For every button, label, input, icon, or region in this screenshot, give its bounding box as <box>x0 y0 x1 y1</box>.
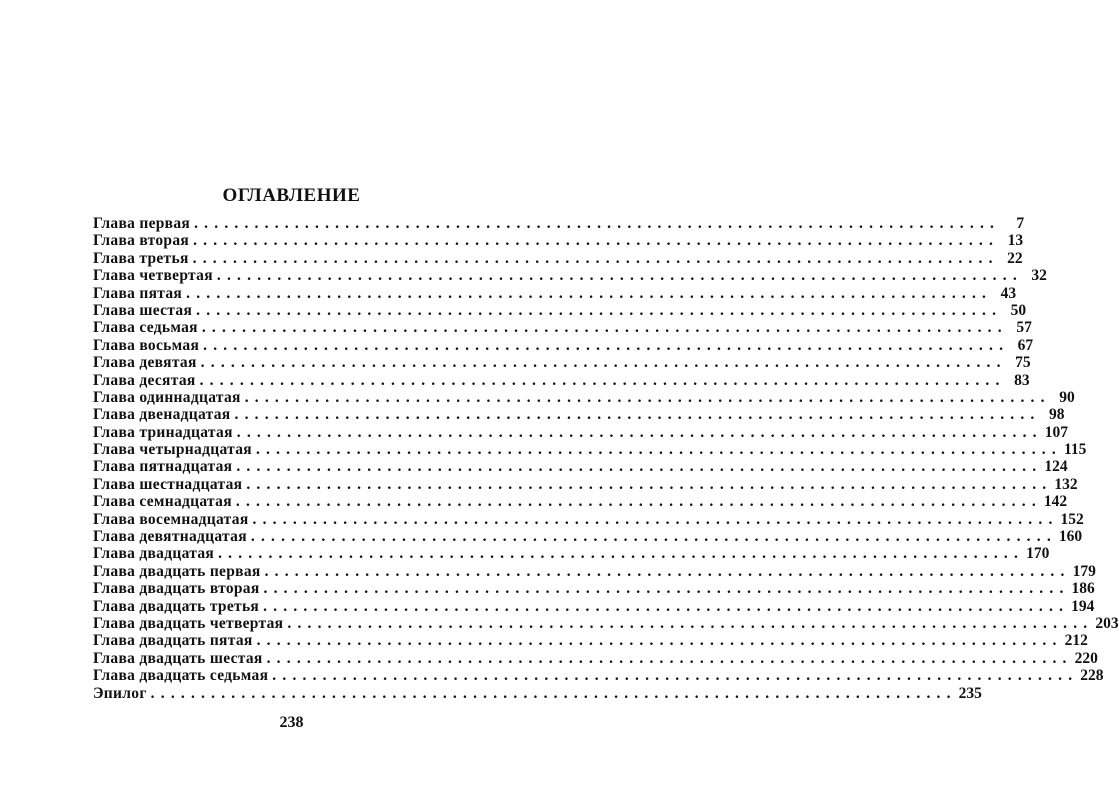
dot-leader: ................................................................................ <box>263 580 1070 598</box>
toc-entry-title: Глава седьмая <box>93 319 198 337</box>
toc-entry-page: 228 <box>1080 667 1104 685</box>
toc-entry <box>93 284 1017 302</box>
toc-entry-page: 13 <box>1007 232 1024 250</box>
toc-entry-title: Глава восьмая <box>93 336 200 354</box>
toc-entry-page: 90 <box>1059 388 1075 406</box>
dot-leader: ................................................................................ <box>287 614 1094 632</box>
page-number: 238 <box>279 714 304 731</box>
dot-leader: ................................................................................ <box>193 232 1000 250</box>
dot-leader: ................................................................................ <box>244 388 1051 406</box>
toc-entry-page: 98 <box>1049 406 1065 424</box>
dot-leader: ................................................................................ <box>246 475 1053 493</box>
toc-entry-title: Глава девятнадцатая <box>93 528 247 546</box>
dot-leader: ................................................................................ <box>201 319 1008 337</box>
dot-leader: ................................................................................ <box>186 284 993 302</box>
toc-entry-title: Глава шестнадцатая <box>93 475 243 493</box>
toc-entry-page: 152 <box>1060 510 1084 528</box>
toc-entry-title: Глава одиннадцатая <box>93 388 241 406</box>
toc-entry-page: 115 <box>1063 441 1087 459</box>
toc-entry <box>93 684 982 702</box>
dot-leader: ................................................................................ <box>252 510 1059 528</box>
dot-leader: ................................................................................ <box>216 267 1023 285</box>
toc-entry <box>93 406 1065 424</box>
toc-entry-page: 57 <box>1016 319 1032 337</box>
toc-entry-page: 220 <box>1074 649 1098 667</box>
toc-entry <box>93 423 1068 441</box>
toc-entry <box>93 249 1023 267</box>
dot-leader: ................................................................................ <box>203 336 1010 354</box>
toc-entry-title: Глава двадцатая <box>93 545 215 563</box>
toc-entry-page: 50 <box>1010 301 1027 319</box>
toc-entry <box>93 267 1047 285</box>
dot-leader: ................................................................................ <box>255 441 1062 459</box>
toc-entry-title: Глава двенадцатая <box>93 406 231 424</box>
toc-entry-page: 194 <box>1071 597 1095 615</box>
toc-entry <box>93 632 1088 650</box>
toc-entry-title: Глава четырнадцатая <box>93 441 252 459</box>
toc-entry-title: Глава четвертая <box>93 267 213 285</box>
dot-leader: ................................................................................ <box>272 667 1079 685</box>
dot-leader: ................................................................................ <box>236 458 1043 476</box>
toc-entry <box>93 562 1096 580</box>
toc-entry-page: 43 <box>1000 284 1017 302</box>
toc-entry <box>93 493 1068 511</box>
toc-entry-page: 75 <box>1015 354 1031 372</box>
toc-entry-title: Глава десятая <box>93 371 196 389</box>
toc-entry-title: Глава восемнадцатая <box>93 510 249 528</box>
toc-entry <box>93 232 1024 250</box>
dot-leader: ................................................................................ <box>266 649 1073 667</box>
toc-entry <box>93 301 1027 319</box>
toc-entry <box>93 441 1087 459</box>
toc-entry-title: Эпилог <box>93 684 147 702</box>
toc-entry-title: Глава тринадцатая <box>93 423 233 441</box>
page-title: ОГЛАВЛЕНИЕ <box>222 185 361 206</box>
dot-leader: ................................................................................ <box>192 249 999 267</box>
dot-leader: ................................................................................ <box>194 215 1001 232</box>
toc-entry-page: 142 <box>1043 493 1068 511</box>
dot-leader: ................................................................................ <box>218 545 1025 563</box>
toc-entry <box>93 614 1119 632</box>
toc-entry-page: 212 <box>1064 632 1088 650</box>
toc-entry-title: Глава двадцать пятая <box>93 632 253 650</box>
toc-entry-page: 107 <box>1044 423 1068 441</box>
toc-entry-title: Глава шестая <box>93 301 193 319</box>
toc-entry-title: Глава пятнадцатая <box>93 458 233 476</box>
toc-entry-title: Глава двадцать шестая <box>93 649 263 667</box>
toc-entry <box>93 336 1034 354</box>
toc-entry <box>93 597 1095 615</box>
dot-leader: ................................................................................ <box>234 406 1041 424</box>
toc-entry-title: Глава первая <box>93 215 191 232</box>
table-of-contents <box>93 215 1119 702</box>
toc-entry-title: Глава пятая <box>93 284 183 302</box>
toc-entry <box>93 354 1031 372</box>
toc-entry-title: Глава третья <box>93 249 189 267</box>
toc-entry <box>93 510 1084 528</box>
toc-entry <box>93 667 1104 685</box>
toc-entry-title: Глава девятая <box>93 354 197 372</box>
toc-entry-page: 160 <box>1058 528 1083 546</box>
toc-entry-title: Глава двадцать вторая <box>93 580 260 598</box>
toc-entry-page: 67 <box>1017 336 1034 354</box>
toc-entry-page: 235 <box>958 684 982 702</box>
toc-entry <box>93 475 1078 493</box>
dot-leader: ................................................................................ <box>250 528 1057 546</box>
dot-leader: ................................................................................ <box>235 493 1042 511</box>
toc-entry <box>93 580 1095 598</box>
toc-entry <box>93 388 1075 406</box>
toc-entry-page: 32 <box>1031 267 1047 285</box>
toc-entry <box>93 319 1032 337</box>
toc-entry <box>93 545 1050 563</box>
dot-leader: ................................................................................ <box>150 684 957 702</box>
toc-entry <box>93 215 1025 232</box>
toc-entry <box>93 371 1030 389</box>
toc-entry-page: 179 <box>1072 562 1096 580</box>
dot-leader: ................................................................................ <box>264 562 1071 580</box>
toc-entry-page: 203 <box>1095 614 1119 632</box>
toc-entry-page: 170 <box>1026 545 1050 563</box>
toc-entry-title: Глава двадцать третья <box>93 597 260 615</box>
toc-entry-page: 7 <box>1016 215 1025 232</box>
toc-entry <box>93 528 1083 546</box>
toc-entry <box>93 649 1098 667</box>
toc-entry-title: Глава двадцать седьмая <box>93 667 269 685</box>
toc-entry-title: Глава двадцать первая <box>93 562 261 580</box>
dot-leader: ................................................................................ <box>196 301 1003 319</box>
toc-entry-title: Глава семнадцатая <box>93 493 232 511</box>
toc-entry-page: 132 <box>1054 475 1078 493</box>
dot-leader: ................................................................................ <box>263 597 1070 615</box>
dot-leader: ................................................................................ <box>256 632 1063 650</box>
dot-leader: ................................................................................ <box>236 423 1043 441</box>
toc-entry-title: Глава двадцать четвертая <box>93 614 284 632</box>
toc-entry-page: 22 <box>1007 249 1023 267</box>
toc-entry <box>93 458 1068 476</box>
toc-entry-page: 124 <box>1044 458 1068 476</box>
toc-entry-page: 83 <box>1014 371 1030 389</box>
dot-leader: ................................................................................ <box>200 354 1007 372</box>
dot-leader: ................................................................................ <box>199 371 1006 389</box>
toc-entry-title: Глава вторая <box>93 232 190 250</box>
toc-entry-page: 186 <box>1071 580 1095 598</box>
